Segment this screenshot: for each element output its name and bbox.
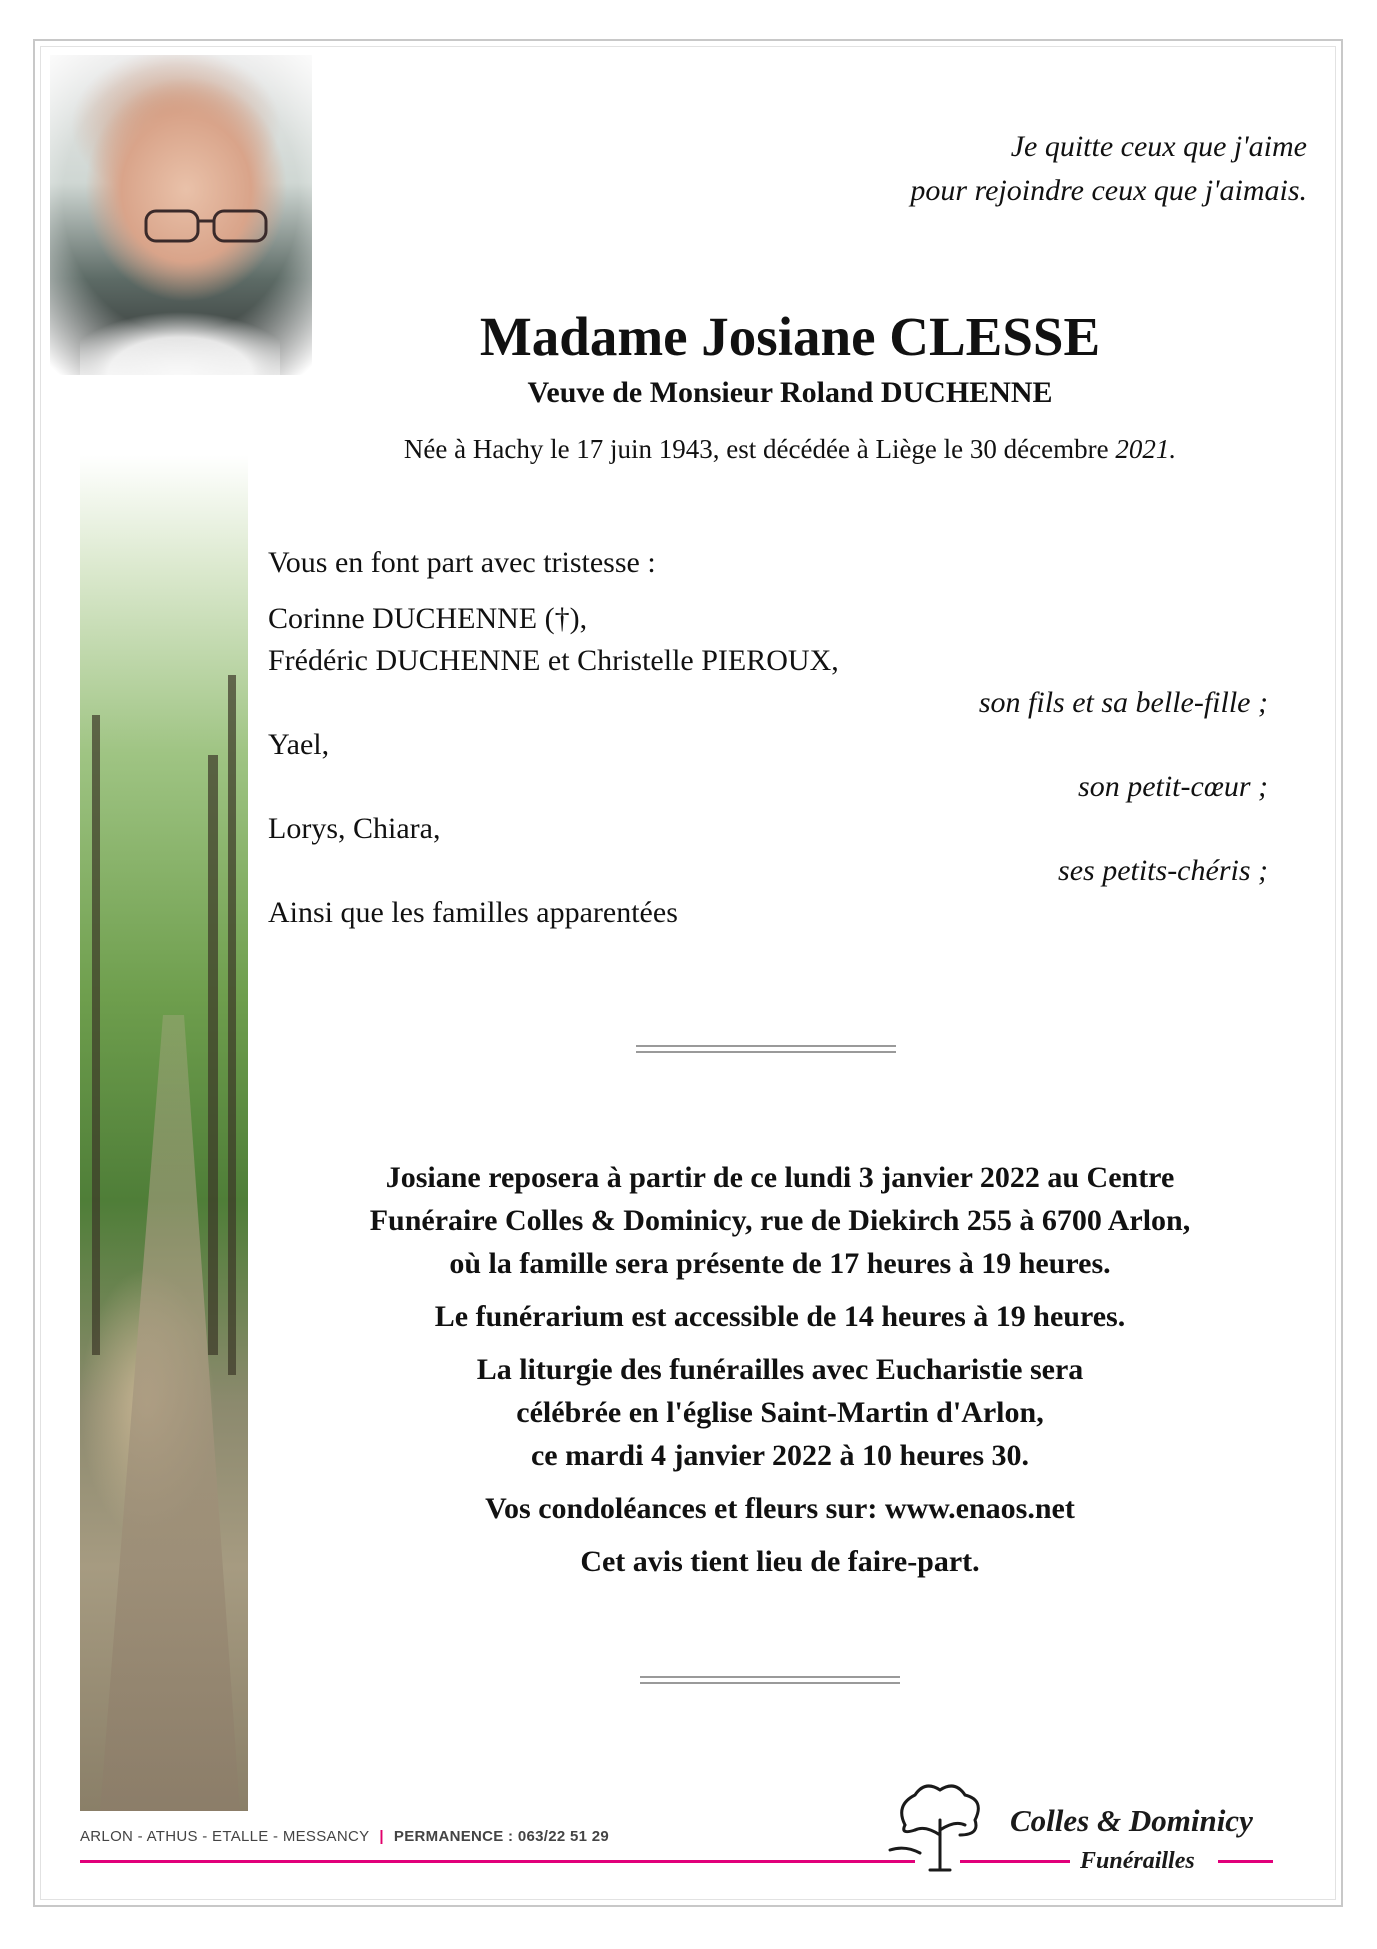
deceased-name: Madame Josiane CLESSE bbox=[479, 306, 1101, 367]
info-paragraph-4: Vos condoléances et fleurs sur: www.enaos.net bbox=[485, 1492, 1075, 1525]
footer-permanence: PERMANENCE : 063/22 51 29 bbox=[393, 1828, 609, 1845]
tree-trunk bbox=[92, 715, 100, 1355]
footer-contact bbox=[80, 1828, 609, 1845]
collar-shape bbox=[80, 305, 280, 375]
family-closing: Ainsi que les familles apparentées bbox=[268, 896, 678, 929]
family-member: Frédéric DUCHENNE et Christelle PIEROUX, bbox=[268, 644, 839, 677]
footer-locations: ARLON - ATHUS - ETALLE - MESSANCY bbox=[80, 1828, 370, 1845]
path-shape bbox=[100, 1015, 240, 1811]
glasses-shape bbox=[142, 205, 272, 247]
brand-subtitle: Funérailles bbox=[1080, 1848, 1195, 1874]
family-member: Lorys, Chiara, bbox=[268, 812, 441, 845]
portrait-photo bbox=[50, 55, 312, 375]
birth-death-line bbox=[260, 430, 1320, 468]
info-paragraph-1 bbox=[260, 1156, 1300, 1285]
info-p1-line-3: où la famille sera présente de 17 heures à 19 heures. bbox=[449, 1247, 1111, 1280]
brand-name: Colles & Dominicy bbox=[1010, 1803, 1253, 1838]
separator-top bbox=[636, 1045, 896, 1053]
funeral-info bbox=[260, 1156, 1300, 1593]
family-relation: son fils et sa belle-fille ; bbox=[978, 686, 1268, 719]
family-member: Yael, bbox=[268, 728, 330, 761]
footer-pink-line-right bbox=[1218, 1860, 1273, 1863]
tree-trunk bbox=[208, 755, 218, 1355]
birth-death-text: Née à Hachy le 17 juin 1943, est décédée à Liège le 30 décembre bbox=[403, 434, 1116, 464]
quote bbox=[910, 125, 1307, 213]
family-list bbox=[268, 542, 1268, 934]
death-year: 2021. bbox=[1115, 434, 1177, 464]
info-p1-line-2: Funéraire Colles & Dominicy, rue de Diekirch 255 à 6700 Arlon, bbox=[369, 1204, 1191, 1237]
footer-pink-line-left bbox=[80, 1860, 915, 1863]
tree-logo-icon bbox=[885, 1775, 995, 1875]
widow-of: Veuve de Monsieur Roland DUCHENNE bbox=[527, 376, 1053, 409]
family-intro: Vous en font part avec tristesse : bbox=[268, 546, 656, 579]
footer-separator: | bbox=[379, 1828, 384, 1845]
family-member: Corinne DUCHENNE (†), bbox=[268, 602, 588, 635]
info-paragraph-3 bbox=[260, 1348, 1300, 1477]
info-p3-line-3: ce mardi 4 janvier 2022 à 10 heures 30. bbox=[530, 1439, 1029, 1472]
family-relation: son petit-cœur ; bbox=[1078, 770, 1268, 803]
quote-line-2: pour rejoindre ceux que j'aimais. bbox=[910, 174, 1307, 207]
info-p3-line-2: célébrée en l'église Saint-Martin d'Arlon, bbox=[516, 1396, 1044, 1429]
info-p3-line-1: La liturgie des funérailles avec Eucharistie sera bbox=[476, 1353, 1084, 1386]
info-paragraph-5: Cet avis tient lieu de faire-part. bbox=[580, 1545, 980, 1578]
family-relation: ses petits-chéris ; bbox=[1058, 854, 1268, 887]
separator-bottom bbox=[640, 1676, 900, 1684]
quote-line-1: Je quitte ceux que j'aime bbox=[1010, 130, 1307, 163]
forest-path-image bbox=[80, 455, 248, 1811]
info-p1-line-1: Josiane reposera à partir de ce lundi 3 janvier 2022 au Centre bbox=[385, 1161, 1175, 1194]
info-paragraph-2: Le funérarium est accessible de 14 heures à 19 heures. bbox=[434, 1300, 1126, 1333]
tree-trunk bbox=[228, 675, 236, 1375]
